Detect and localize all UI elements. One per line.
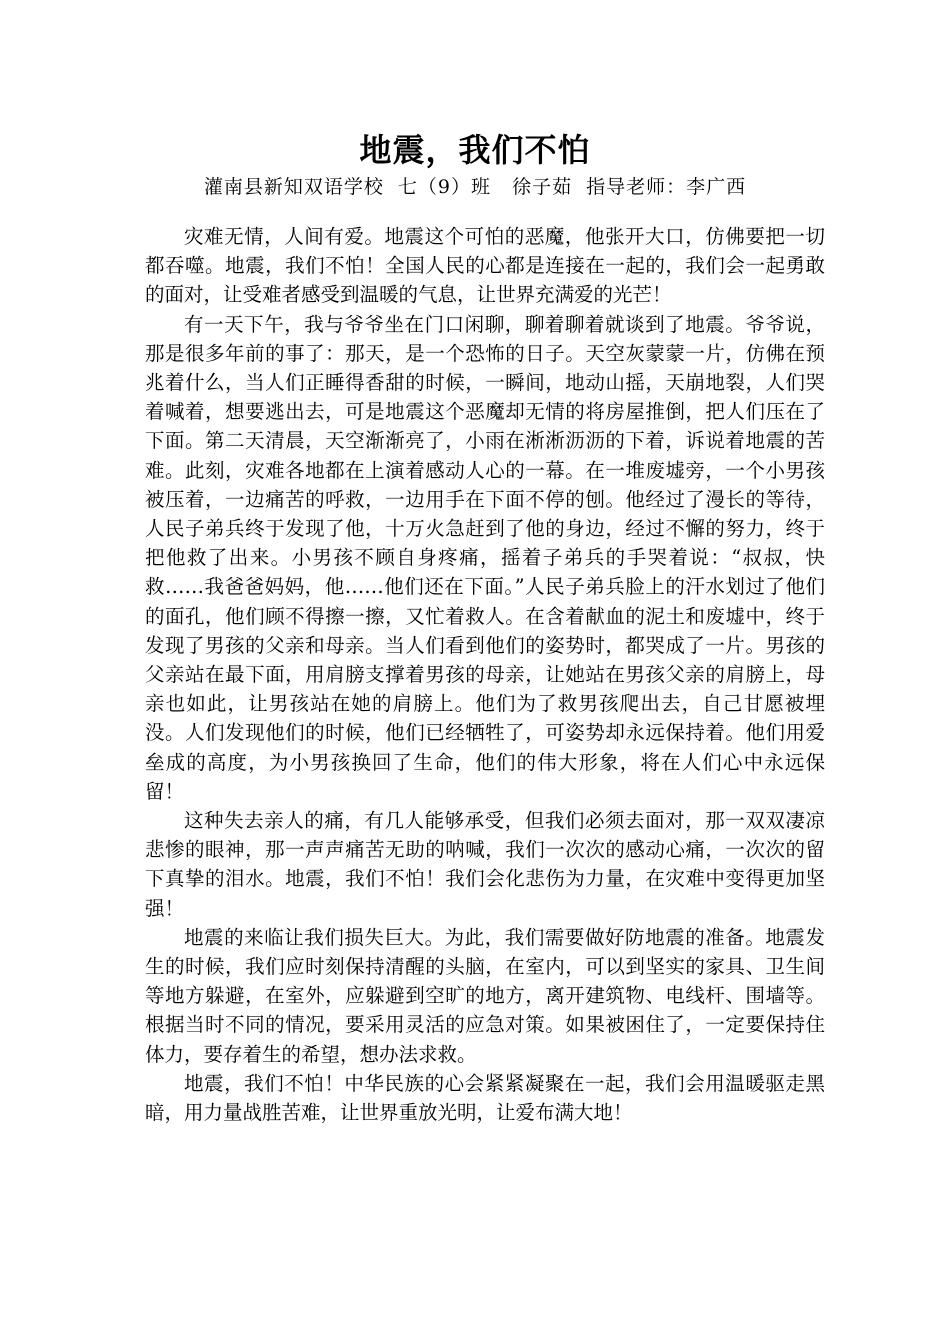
article-body [145,222,825,1127]
paragraph-preparedness: 地震的来临让我们损失巨大。为此，我们需要做好防地震的准备。地震发生的时候，我们应时刻保持清醒的头脑，在室内，可以到坚实的家具、卫生间等地方躲避，在室外，应躲避到空旷的地方，离开建筑物、电线杆、围墙等。根据当时不同的情况，要采用灵活的应急对策。如果被困住了，一定要保持住体力，要存着生的希望，想办法求救。 [145,925,825,1066]
author-byline: 灌南县新知双语学校 七（9）班 徐子茹 指导老师：李广西 [203,176,747,198]
paragraph-grandpa-story: 有一天下午，我与爷爷坐在门口闲聊，聊着聊着就谈到了地震。爷爷说，那是很多年前的事了：那天，是一个恐怖的日子。天空灰蒙蒙一片，仿佛在预兆着什么，当人们正睡得香甜的时候，一瞬间，地动山摇，天崩地裂，人们哭着喊着，想要逃出去，可是地震这个恶魔却无情的将房屋推倒，把人们压在了下面。第二天清晨，天空渐渐亮了，小雨在淅淅沥沥的下着，诉说着地震的苦难。此刻，灾难各地都在上演着感动人心的一幕。在一堆废墟旁，一个小男孩被压着，一边痛苦的呼救，一边用手在下面不停的刨。他经过了漫长的等待，人民子弟兵终于发现了他，十万火急赶到了他的身边，经过不懈的努力，终于把他救了出来。小男孩不顾自身疼痛，摇着子弟兵的手哭着说：“叔叔，快救……我爸爸妈妈，他……他们还在下面。”人民子弟兵脸上的汗水划过了他们的面孔，他们顾不得擦一擦，又忙着救人。在含着献血的泥土和废墟中，终于发现了男孩的父亲和母亲。当人们看到他们的姿势时，都哭成了一片。男孩的父亲站在最下面，用肩膀支撑着男孩的母亲，让她站在男孩父亲的肩膀上，母亲也如此，让男孩站在她的肩膀上。他们为了救男孩爬出去，自己甘愿被埋没。人们发现他们的时候，他们已经牺牲了，可姿势却永远保持着。他们用爱垒成的高度，为小男孩换回了生命，他们的伟大形象，将在人们心中永远保留！ [145,312,825,803]
paragraph-intro: 灾难无情，人间有爱。地震这个可怕的恶魔，他张开大口，仿佛要把一切都吞噬。地震，我们不怕！全国人民的心都是连接在一起的，我们会一起勇敢的面对，让受难者感受到温暖的气息，让世界充满爱的光芒！ [145,225,825,307]
document-title: 地震，我们不怕 [359,131,591,169]
paragraph-grief: 这种失去亲人的痛，有几人能够承受，但我们必须去面对，那一双双凄凉悲惨的眼神，那一声声痛苦无助的呐喊，我们一次次的感动心痛，一次次的留下真挚的泪水。地震，我们不怕！我们会化悲伤为力量，在灾难中变得更加坚强！ [145,809,825,920]
paragraph-conclusion: 地震，我们不怕！中华民族的心会紧紧凝聚在一起，我们会用温暖驱走黑暗，用力量战胜苦难，让世界重放光明，让爱布满大地！ [145,1071,825,1125]
